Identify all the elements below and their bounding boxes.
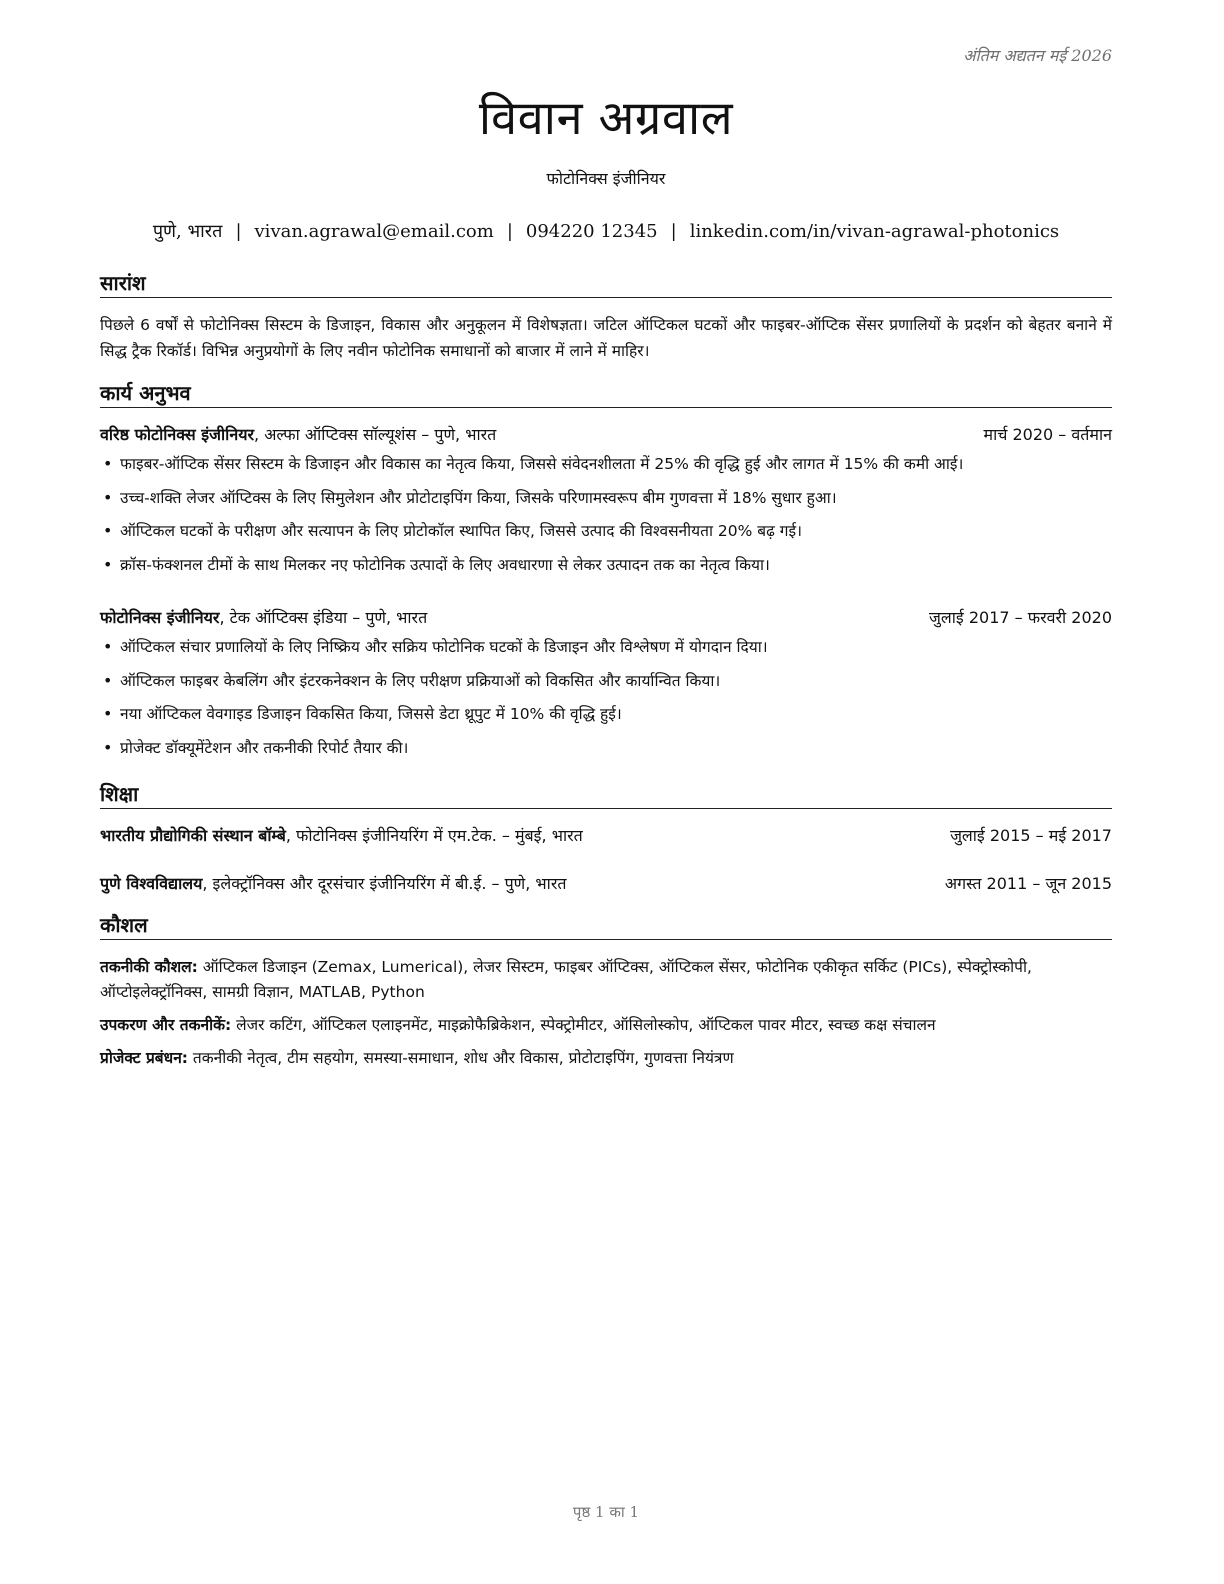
education-line bbox=[100, 824, 583, 846]
job-bullet: • ऑप्टिकल फाइबर केबलिंग और इंटरकनेक्शन के लिए परीक्षण प्रक्रियाओं को विकसित और कार्यान्वित किया। bbox=[100, 670, 1112, 704]
job-company: , अल्फा ऑप्टिक्स सॉल्यूशंस – पुणे, भारत bbox=[254, 425, 497, 444]
job-bullet: • उच्च-शक्ति लेजर ऑप्टिक्स के लिए सिमुलेशन और प्रोटोटाइपिंग किया, जिसके परिणामस्वरूप बीम गुणवत्ता में 18% सुधार हुआ। bbox=[100, 487, 1112, 521]
education-institution: भारतीय प्रौद्योगिकी संस्थान बॉम्बे bbox=[100, 826, 286, 845]
job-company: , टेक ऑप्टिक्स इंडिया – पुणे, भारत bbox=[219, 608, 428, 627]
contact-line bbox=[100, 219, 1112, 243]
candidate-name: विवान अग्रवाल bbox=[478, 91, 734, 146]
page-number: पृष्ठ 1 का 1 bbox=[572, 1503, 640, 1521]
contact-separator: | bbox=[235, 221, 242, 242]
skill-label: प्रोजेक्ट प्रबंधन: bbox=[100, 1049, 188, 1067]
job-bullet: • प्रोजेक्ट डॉक्यूमेंटेशन और तकनीकी रिपोर्ट तैयार की। bbox=[100, 737, 1112, 771]
job-title-line bbox=[100, 423, 496, 445]
job-role: फोटोनिक्स इंजीनियर bbox=[100, 608, 220, 627]
summary-section-header bbox=[100, 270, 1112, 298]
education-dates: जुलाई 2015 – मई 2017 bbox=[950, 826, 1112, 845]
skill-group bbox=[100, 955, 1112, 1005]
contact-linkedin[interactable]: linkedin.com/in/vivan-agrawal-photonics bbox=[689, 221, 1060, 242]
job-dates: जुलाई 2017 – फरवरी 2020 bbox=[929, 608, 1112, 627]
skill-text: ऑप्टिकल डिजाइन (Zemax, Lumerical), लेजर सिस्टम, फाइबर ऑप्टिक्स, ऑप्टिकल सेंसर, फोटोनिक एकीकृत सर्किट (PICs), स्पेक्ट्रोस्कोपी, ऑप्टोइलेक्ट्रॉनिक्स, सामग्री विज्ञान, MATLAB, Python bbox=[100, 958, 1032, 1001]
contact-phone: 094220 12345 bbox=[525, 221, 658, 242]
education-detail: , फोटोनिक्स इंजीनियरिंग में एम.टेक. – मुंबई, भारत bbox=[285, 826, 583, 845]
education-title: शिक्षा bbox=[100, 782, 139, 806]
last-updated: अंतिम अद्यतन मई 2026 bbox=[963, 46, 1112, 65]
job-dates: मार्च 2020 – वर्तमान bbox=[983, 425, 1112, 444]
summary-text: पिछले 6 वर्षों से फोटोनिक्स सिस्टम के डिजाइन, विकास और अनुकूलन में विशेषज्ञता। जटिल ऑप्टिकल घटकों और फाइबर-ऑप्टिक सेंसर प्रणालियों के प्रदर्शन को बेहतर बनाने में सिद्ध ट्रैक रिकॉर्ड। विभिन्न अनुप्रयोगों के लिए नवीन फोटोनिक समाधानों को बाजार में लाने में माहिर। bbox=[100, 316, 1112, 360]
job-header bbox=[100, 423, 1112, 445]
job-bullet: • नया ऑप्टिकल वेवगाइड डिजाइन विकसित किया, जिससे डेटा थ्रूपुट में 10% की वृद्धि हुई। bbox=[100, 703, 1112, 737]
resume-page bbox=[100, 0, 1112, 1584]
job-bullet: • फाइबर-ऑप्टिक सेंसर सिस्टम के डिजाइन और विकास का नेतृत्व किया, जिससे संवेदनशीलता में 25% की वृद्धि हुई और लागत में 15% की कमी आई। bbox=[100, 453, 1112, 487]
skills-section-header bbox=[100, 912, 1112, 940]
job-title-line bbox=[100, 606, 427, 628]
skill-group bbox=[100, 1013, 1112, 1038]
job-bullet: • ऑप्टिकल संचार प्रणालियों के लिए निष्क्रिय और सक्रिय फोटोनिक घटकों के डिजाइन और विश्लेषण में योगदान दिया। bbox=[100, 636, 1112, 670]
job-bullets bbox=[100, 453, 1112, 587]
experience-section-header bbox=[100, 380, 1112, 408]
candidate-role: फोटोनिक्स इंजीनियर bbox=[546, 169, 666, 188]
contact-email[interactable]: vivan.agrawal@email.com bbox=[254, 221, 494, 242]
skills-title: कौशल bbox=[100, 913, 148, 937]
skill-label: उपकरण और तकनीकें: bbox=[100, 1016, 232, 1034]
skill-text: तकनीकी नेतृत्व, टीम सहयोग, समस्या-समाधान, शोध और विकास, प्रोटोटाइपिंग, गुणवत्ता नियंत्रण bbox=[188, 1049, 734, 1067]
contact-separator: | bbox=[670, 221, 677, 242]
education-institution: पुणे विश्वविद्यालय bbox=[100, 874, 203, 893]
education-item bbox=[100, 872, 1112, 894]
contact-location: पुणे, भारत bbox=[152, 221, 223, 242]
job-bullet: • क्रॉस-फंक्शनल टीमों के साथ मिलकर नए फोटोनिक उत्पादों के लिए अवधारणा से लेकर उत्पादन तक का नेतृत्व किया। bbox=[100, 554, 1112, 588]
skill-text: लेजर कटिंग, ऑप्टिकल एलाइनमेंट, माइक्रोफैब्रिकेशन, स्पेक्ट्रोमीटर, ऑसिलोस्कोप, ऑप्टिकल पावर मीटर, स्वच्छ कक्ष संचालन bbox=[231, 1016, 936, 1034]
education-section-header bbox=[100, 781, 1112, 809]
summary-title: सारांश bbox=[100, 271, 146, 295]
job-bullets bbox=[100, 636, 1112, 770]
contact-separator: | bbox=[506, 221, 513, 242]
job-bullet: • ऑप्टिकल घटकों के परीक्षण और सत्यापन के लिए प्रोटोकॉल स्थापित किए, जिससे उत्पाद की विश्वसनीयता 20% बढ़ गई। bbox=[100, 520, 1112, 554]
skill-group bbox=[100, 1046, 1112, 1071]
education-item bbox=[100, 824, 1112, 846]
education-dates: अगस्त 2011 – जून 2015 bbox=[944, 874, 1112, 893]
education-line bbox=[100, 872, 566, 894]
skill-label: तकनीकी कौशल: bbox=[100, 958, 198, 976]
job-role: वरिष्ठ फोटोनिक्स इंजीनियर bbox=[100, 425, 255, 444]
experience-title: कार्य अनुभव bbox=[100, 381, 191, 405]
education-detail: , इलेक्ट्रॉनिक्स और दूरसंचार इंजीनियरिंग में बी.ई. – पुणे, भारत bbox=[202, 874, 567, 893]
job-header bbox=[100, 606, 1112, 628]
